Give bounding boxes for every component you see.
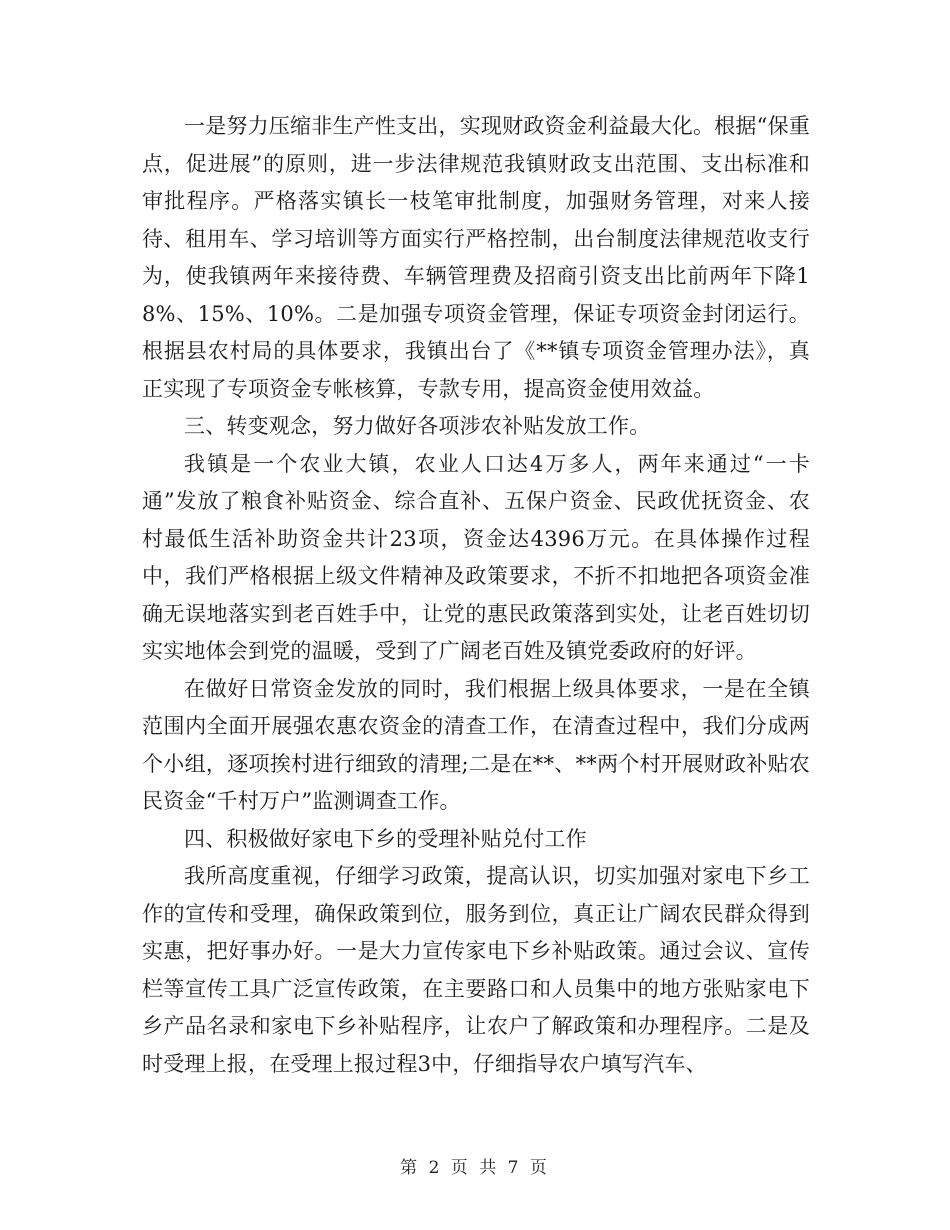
document-body (142, 108, 810, 1083)
paragraph-subsidy-distribution: 我镇是一个农业大镇，农业人口达4万多人，两年来通过“一卡通”发放了粮食补贴资金、综合直补、五保户资金、民政优抚资金、农村最低生活补助资金共计23项，资金达4396万元。在具体操作过程中，我们严格根据上级文件精神及政策要求，不折不扣地把各项资金准确无误地落实到老百姓手中，让党的惠民政策落到实处，让老百姓切切实实地体会到党的温暖，受到了广阔老百姓及镇党委政府的好评。 (142, 451, 810, 663)
section-heading-subsidies: 三、转变观念，努力做好各项涉农补贴发放工作。 (184, 414, 651, 438)
paragraph-spending-control: 一是努力压缩非生产性支出，实现财政资金利益最大化。根据“保重点，促进展”的原则，进一步法律规范我镇财政支出范围、支出标准和审批程序。严格落实镇长一枝笔审批制度，加强财务管理，对来人接待、租用车、学习培训等方面实行严格控制，出台制度法律规范收支行为，使我镇两年来接待费、车辆管理费及招商引资支出比前两年下降18%、15%、10%。二是加强专项资金管理，保证专项资金封闭运行。根据县农村局的具体要求，我镇出台了《**镇专项资金管理办法》，真正实现了专项资金专帐核算，专款专用，提高资金使用效益。 (142, 114, 810, 401)
section-heading-appliances: 四、积极做好家电下乡的受理补贴兑付工作 (184, 826, 587, 851)
paragraph-appliance-program: 我所高度重视，仔细学习政策，提高认识，切实加强对家电下乡工作的宣传和受理，确保政策到位，服务到位，真正让广阔农民群众得到实惠，把好事办好。一是大力宣传家电下乡补贴政策。通过会议、宣传栏等宣传工具广泛宣传政策，在主要路口和人员集中的地方张贴家电下乡产品名录和家电下乡补贴程序，让农户了解政策和办理程序。二是及时受理上报，在受理上报过程3中，仔细指导农户填写汽车、 (142, 864, 810, 1076)
paragraph-fund-inspection: 在做好日常资金发放的同时，我们根据上级具体要求，一是在全镇范围内全面开展强农惠农资金的清查工作，在清查过程中，我们分成两个小组，逐项挨村进行细致的清理;二是在**、**两个村开展财政补贴农民资金“千村万户”监测调查工作。 (142, 676, 810, 813)
page-number-footer: 第 2 页 共 7 页 (400, 1158, 550, 1178)
